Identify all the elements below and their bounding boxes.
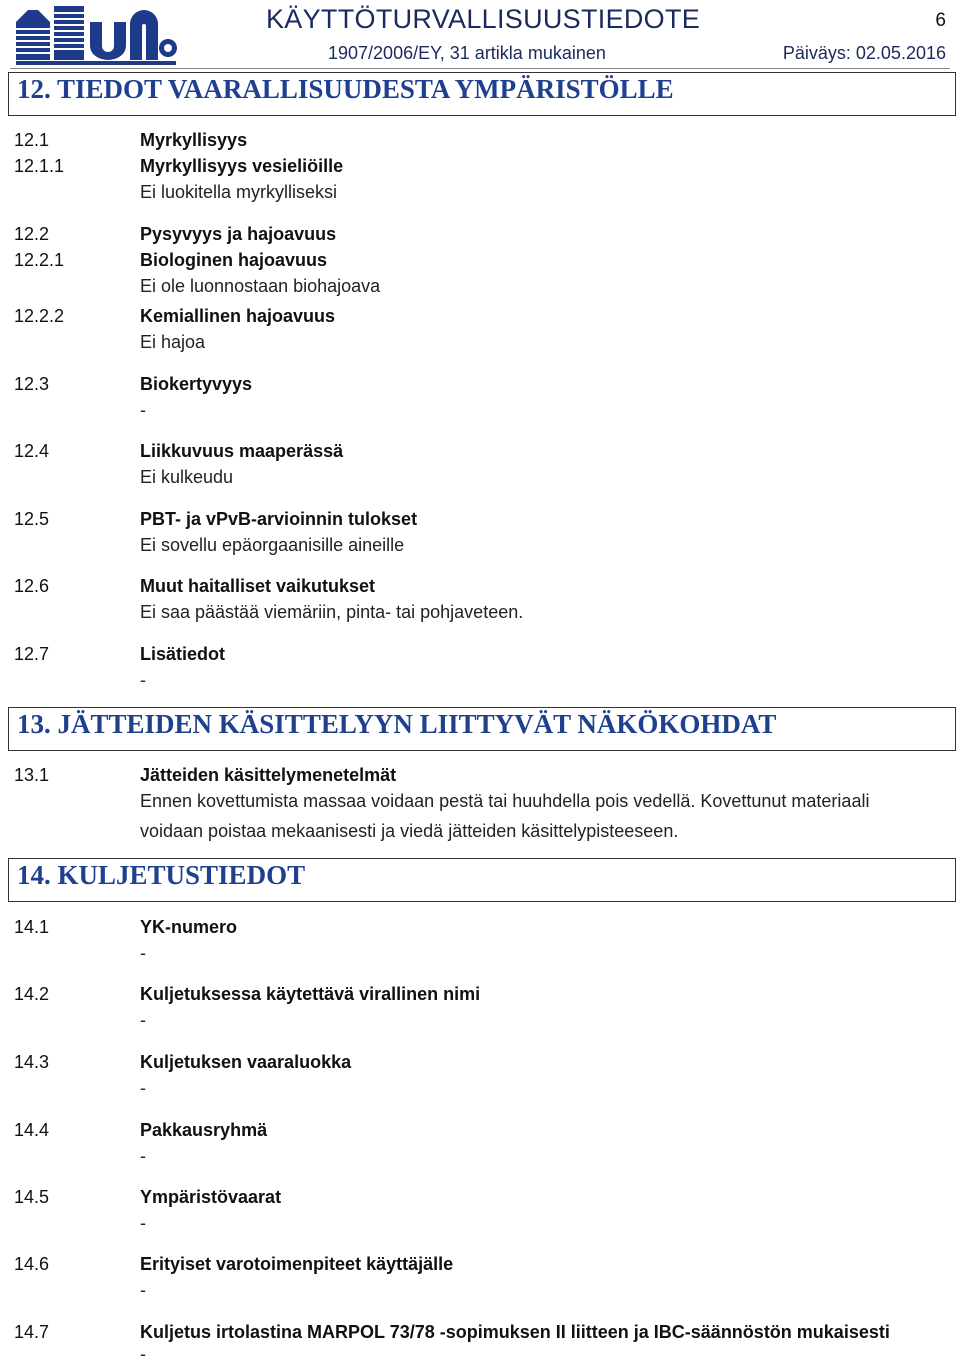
item-label: Pysyvyys ja hajoavuus	[140, 224, 337, 244]
item-text: Ei hajoa	[140, 332, 206, 352]
section-13-heading	[8, 707, 956, 751]
item-label: Kuljetuksessa käytettävä virallinen nimi	[140, 984, 481, 1004]
item-number: 12.5	[14, 509, 50, 529]
item-text: -	[140, 1010, 146, 1030]
section-14-heading	[8, 858, 956, 902]
item-label: Kuljetus irtolastina MARPOL 73/78 -sopimuksen II liitteen ja IBC-säännöstön mukaisesti	[140, 1322, 890, 1342]
item-label: Liikkuvuus maaperässä	[140, 441, 344, 461]
item-number: 12.4	[14, 441, 50, 461]
item-number: 14.5	[14, 1187, 50, 1207]
item-label: Kemiallinen hajoavuus	[140, 306, 336, 326]
item-number: 12.3	[14, 374, 50, 394]
item-text: voidaan poistaa mekaanisesti ja viedä jätteiden käsittelypisteeseen.	[140, 821, 679, 841]
item-text: Ennen kovettumista massaa voidaan pestä tai huuhdella pois vedellä. Kovettunut materiaali	[140, 791, 870, 811]
item-text: Ei saa päästää viemäriin, pinta- tai pohjaveteen.	[140, 602, 524, 622]
item-label: Muut haitalliset vaikutukset	[140, 576, 376, 596]
item-text: -	[140, 1344, 146, 1364]
item-label: Myrkyllisyys	[140, 130, 248, 150]
item-label: Erityiset varotoimenpiteet käyttäjälle	[140, 1254, 454, 1274]
item-number: 12.1.1	[14, 156, 65, 176]
section-12-title: 12. TIEDOT VAARALLISUUDESTA YMPÄRISTÖLLE	[17, 74, 674, 104]
item-number: 14.6	[14, 1254, 50, 1274]
item-text: -	[140, 1078, 146, 1098]
item-label: Kuljetuksen vaaraluokka	[140, 1052, 352, 1072]
item-number: 12.2.1	[14, 250, 65, 270]
item-text: -	[140, 943, 146, 963]
item-number: 12.7	[14, 644, 50, 664]
item-text: -	[140, 400, 146, 420]
item-number: 14.7	[14, 1322, 50, 1342]
section-14-title: 14. KULJETUSTIEDOT	[17, 860, 306, 890]
item-number: 14.4	[14, 1120, 50, 1140]
item-text: Ei ole luonnostaan biohajoava	[140, 276, 381, 296]
section-12-heading	[8, 72, 956, 116]
item-number: 12.1	[14, 130, 50, 150]
item-label: Biokertyvyys	[140, 374, 253, 394]
item-label: YK-numero	[140, 917, 238, 937]
item-label: Jätteiden käsittelymenetelmät	[140, 765, 397, 785]
section-13-title: 13. JÄTTEIDEN KÄSITTELYYN LIITTYVÄT NÄKÖKOHDAT	[17, 709, 777, 739]
page-number: 6	[935, 10, 946, 31]
document-title: KÄYTTÖTURVALLISUUSTIEDOTE	[266, 4, 701, 34]
item-number: 14.1	[14, 917, 50, 937]
item-text: Ei luokitella myrkylliseksi	[140, 182, 338, 202]
item-label: Myrkyllisyys vesieliöille	[140, 156, 344, 176]
item-text: -	[140, 1280, 146, 1300]
item-number: 14.2	[14, 984, 50, 1004]
item-text: Ei sovellu epäorgaanisille aineille	[140, 535, 405, 555]
item-number: 12.2	[14, 224, 50, 244]
item-number: 14.3	[14, 1052, 50, 1072]
company-logo	[12, 4, 178, 66]
document-date: Päiväys: 02.05.2016	[782, 43, 946, 63]
header-divider	[10, 68, 950, 69]
item-label: PBT- ja vPvB-arvioinnin tulokset	[140, 509, 418, 529]
item-label: Pakkausryhmä	[140, 1120, 268, 1140]
item-number: 13.1	[14, 765, 50, 785]
item-number: 12.2.2	[14, 306, 65, 326]
item-text: Ei kulkeudu	[140, 467, 234, 487]
item-text: -	[140, 1146, 146, 1166]
item-text: -	[140, 1213, 146, 1233]
regulation-reference: 1907/2006/EY, 31 artikla mukainen	[328, 43, 606, 63]
item-label: Lisätiedot	[140, 644, 226, 664]
item-number: 12.6	[14, 576, 50, 596]
item-text: -	[140, 670, 146, 690]
item-label: Ympäristövaarat	[140, 1187, 282, 1207]
item-label: Biologinen hajoavuus	[140, 250, 328, 270]
